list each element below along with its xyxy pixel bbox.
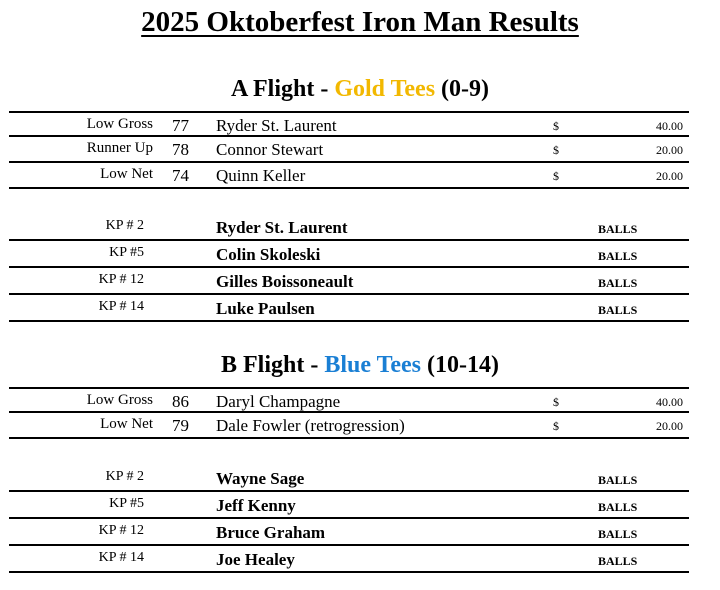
flight-a-tees: Gold Tees: [334, 76, 436, 102]
kp-winner: Wayne Sage: [216, 469, 305, 488]
result-row: [9, 163, 689, 189]
kp-prize: BALLS: [598, 500, 638, 514]
kp-winner: Gilles Boissoneault: [216, 272, 354, 291]
result-category: Low Gross: [86, 116, 153, 132]
result-amount: 40.00: [656, 395, 683, 409]
result-amount: 20.00: [656, 169, 683, 183]
result-name: Daryl Champagne: [216, 392, 341, 411]
kp-hole: KP # 14: [98, 550, 144, 565]
kp-hole: KP #5: [109, 245, 144, 260]
result-score: 74: [172, 166, 189, 185]
result-name: Dale Fowler (retrogression): [216, 416, 405, 435]
result-score: 86: [172, 392, 189, 411]
kp-row: [9, 215, 689, 241]
kp-prize: BALLS: [598, 554, 638, 568]
result-category: Low Net: [100, 166, 153, 182]
kp-winner: Bruce Graham: [216, 523, 326, 542]
kp-prize: BALLS: [598, 473, 638, 487]
result-score: 77: [172, 116, 189, 135]
kp-hole: KP # 2: [105, 469, 144, 484]
result-row: [9, 137, 689, 163]
flight-a-heading: [0, 76, 720, 103]
kp-hole: KP # 12: [98, 523, 144, 538]
result-amount: 20.00: [656, 419, 683, 433]
result-score: 79: [172, 416, 189, 435]
kp-row: [9, 547, 689, 573]
kp-row: [9, 269, 689, 295]
result-currency: $: [553, 419, 559, 433]
flight-b-range: (10-14): [421, 352, 500, 378]
flight-b-tees: Blue Tees: [324, 352, 422, 378]
result-row: [9, 111, 689, 137]
result-name: Ryder St. Laurent: [216, 116, 337, 135]
flight-b-heading: [0, 352, 720, 379]
kp-row: [9, 466, 689, 492]
result-currency: $: [553, 395, 559, 409]
kp-winner: Luke Paulsen: [216, 299, 315, 318]
kp-hole: KP #5: [109, 496, 144, 511]
kp-row: [9, 242, 689, 268]
result-row: [9, 413, 689, 439]
kp-hole: KP # 14: [98, 299, 144, 314]
result-name: Connor Stewart: [216, 140, 324, 159]
flight-a-range: (0-9): [435, 76, 490, 102]
result-category: Low Net: [100, 416, 153, 432]
kp-winner: Joe Healey: [216, 550, 295, 569]
page-title: 2025 Oktoberfest Iron Man Results: [141, 6, 579, 38]
result-score: 78: [172, 140, 189, 159]
kp-winner: Jeff Kenny: [216, 496, 296, 515]
flight-a-label: A Flight -: [230, 76, 335, 102]
result-amount: 20.00: [656, 143, 683, 157]
result-category: Runner Up: [86, 140, 153, 156]
kp-hole: KP # 2: [105, 218, 144, 233]
kp-prize: BALLS: [598, 303, 638, 317]
result-amount: 40.00: [656, 119, 683, 133]
result-currency: $: [553, 169, 559, 183]
result-category: Low Gross: [86, 392, 153, 408]
kp-prize: BALLS: [598, 249, 638, 263]
result-name: Quinn Keller: [216, 166, 306, 185]
result-row: [9, 387, 689, 413]
kp-hole: KP # 12: [98, 272, 144, 287]
kp-prize: BALLS: [598, 222, 638, 236]
kp-winner: Colin Skoleski: [216, 245, 321, 264]
result-currency: $: [553, 143, 559, 157]
result-currency: $: [553, 119, 559, 133]
kp-prize: BALLS: [598, 276, 638, 290]
kp-row: [9, 493, 689, 519]
flight-b-label: B Flight -: [220, 352, 325, 378]
kp-row: [9, 296, 689, 322]
kp-prize: BALLS: [598, 527, 638, 541]
kp-row: [9, 520, 689, 546]
kp-winner: Ryder St. Laurent: [216, 218, 348, 237]
